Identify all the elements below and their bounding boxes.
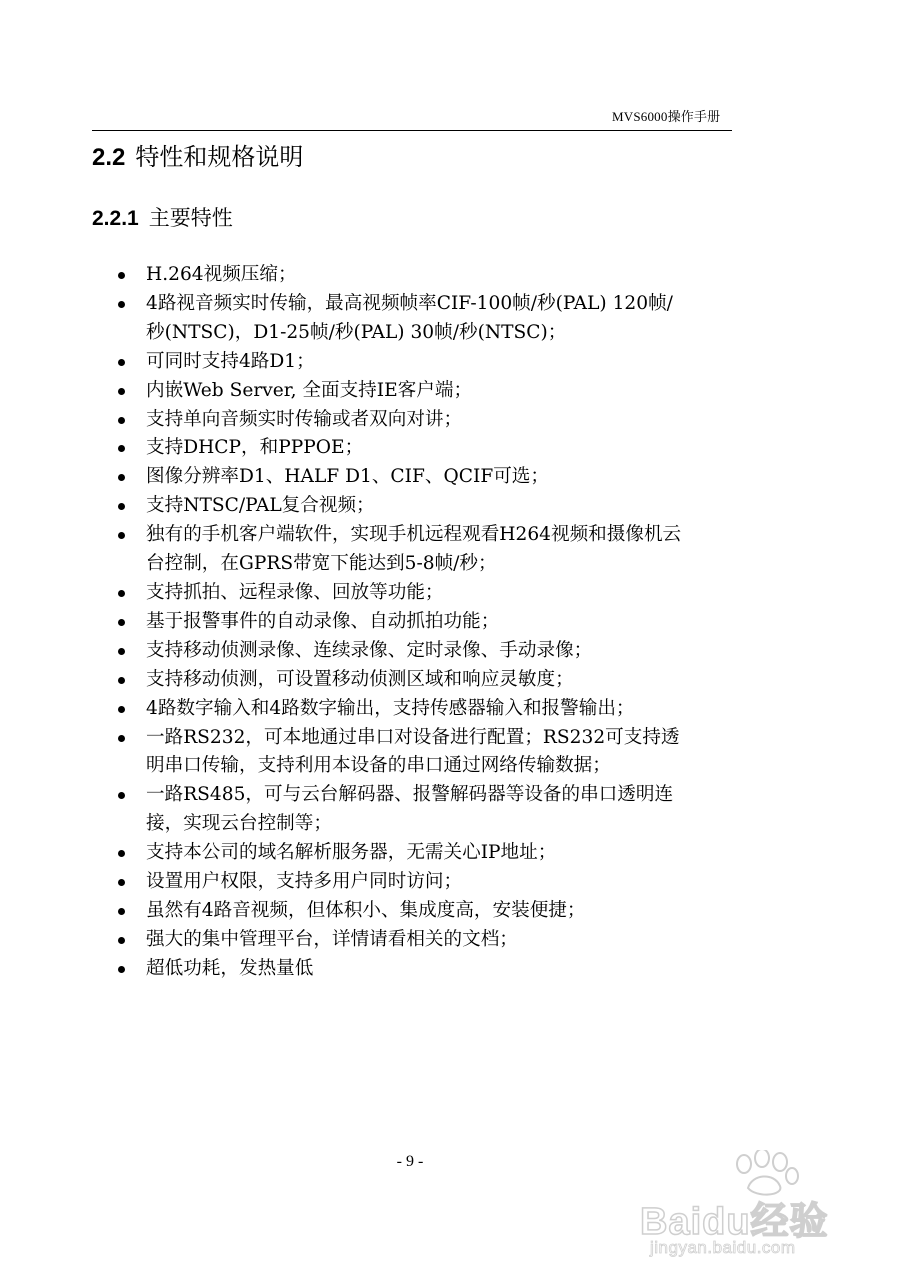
list-item-text: 支持NTSC/PAL复合视频； <box>146 495 375 517</box>
bullet-icon <box>118 301 125 308</box>
bullet-icon <box>118 590 125 597</box>
subsection-heading <box>92 202 233 235</box>
section-number: 2.2 <box>92 144 126 171</box>
bullet-icon <box>118 937 125 944</box>
list-item <box>118 579 818 608</box>
list-item <box>118 406 818 435</box>
list-item-text: 一路RS232，可本地通过串口对设备进行配置；RS232可支持透 明串口传输，支持利用本设备的串口通过网络传输数据； <box>146 726 680 777</box>
subsection-number: 2.2.1 <box>92 207 139 230</box>
list-item-text: 4路视音频实时传输，最高视频帧率CIF-100帧/秒(PAL) 120帧/ 秒(NTSC)，D1-25帧/秒(PAL) 30帧/秒(NTSC)； <box>146 292 673 343</box>
header-rule <box>92 130 732 131</box>
list-item <box>118 521 818 579</box>
list-item <box>118 290 818 348</box>
list-item <box>118 492 818 521</box>
bullet-icon <box>118 359 125 366</box>
list-item-text: 超低功耗，发热量低 <box>146 957 314 979</box>
list-item-text: 基于报警事件的自动录像、自动抓拍功能； <box>146 610 500 632</box>
feature-list <box>118 261 818 984</box>
list-item-text: 可同时支持4路D1； <box>146 350 315 372</box>
bullet-icon <box>118 417 125 424</box>
list-item <box>118 724 818 782</box>
list-item <box>118 781 818 839</box>
bullet-icon <box>118 966 125 973</box>
list-item-text: 一路RS485，可与云台解码器、报警解码器等设备的串口透明连 接，实现云台控制等； <box>146 784 674 835</box>
list-item <box>118 348 818 377</box>
subsection-title: 主要特性 <box>148 206 233 230</box>
list-item <box>118 666 818 695</box>
bullet-icon <box>118 735 125 742</box>
watermark-url: jingyan.baidu.com <box>650 1238 796 1257</box>
watermark-brand: Baidu经验 <box>640 1201 829 1243</box>
bullet-icon <box>118 706 125 713</box>
list-item-text: 图像分辨率D1、HALF D1、CIF、QCIF可选； <box>146 466 549 488</box>
list-item <box>118 608 818 637</box>
list-item <box>118 839 818 868</box>
bullet-icon <box>118 532 125 539</box>
list-item <box>118 955 818 984</box>
list-item <box>118 434 818 463</box>
list-item <box>118 897 818 926</box>
list-item-text: 支持单向音频实时传输或者双向对讲； <box>146 408 463 430</box>
watermark <box>640 1150 880 1260</box>
section-title: 特性和规格说明 <box>135 143 304 171</box>
bullet-icon <box>118 908 125 915</box>
bullet-icon <box>118 388 125 395</box>
section-heading <box>92 140 303 175</box>
bullet-icon <box>118 879 125 886</box>
list-item-text: 支持本公司的域名解析服务器，无需关心IP地址； <box>146 842 557 864</box>
bullet-icon <box>118 677 125 684</box>
list-item-text: 独有的手机客户端软件，实现手机远程观看H264视频和摄像机云 台控制，在GPRS带宽下能达到5-8帧/秒； <box>146 524 682 575</box>
list-item-text: 内嵌Web Server, 全面支持IE客户端； <box>146 379 473 401</box>
list-item <box>118 463 818 492</box>
list-item-text: H.264视频压缩； <box>146 264 297 285</box>
list-item-text: 支持DHCP，和PPPOE； <box>146 437 364 459</box>
bullet-icon <box>118 648 125 655</box>
bullet-icon <box>118 445 125 452</box>
list-item <box>118 868 818 897</box>
list-item <box>118 695 818 724</box>
list-item-text: 支持移动侦测，可设置移动侦测区域和响应灵敏度； <box>146 668 574 690</box>
list-item-text: 设置用户权限，支持多用户同时访问； <box>146 871 463 893</box>
list-item <box>118 261 818 290</box>
list-item-text: 强大的集中管理平台，详情请看相关的文档； <box>146 928 518 950</box>
bullet-icon <box>118 272 125 279</box>
list-item <box>118 637 818 666</box>
list-item-text: 虽然有4路音视频，但体积小、集成度高，安装便捷； <box>146 899 586 921</box>
list-item <box>118 377 818 406</box>
list-item-text: 4路数字输入和4路数字输出，支持传感器输入和报警输出； <box>146 697 635 719</box>
bullet-icon <box>118 474 125 481</box>
page-number: - 9 - <box>396 1153 424 1170</box>
bullet-icon <box>118 792 125 799</box>
list-item-text: 支持移动侦测录像、连续录像、定时录像、手动录像； <box>146 639 593 661</box>
bullet-icon <box>118 619 125 626</box>
bullet-icon <box>118 850 125 857</box>
list-item <box>118 926 818 955</box>
bullet-icon <box>118 503 125 510</box>
header-title: MVS6000操作手册 <box>612 109 721 124</box>
list-item-text: 支持抓拍、远程录像、回放等功能； <box>146 581 444 603</box>
